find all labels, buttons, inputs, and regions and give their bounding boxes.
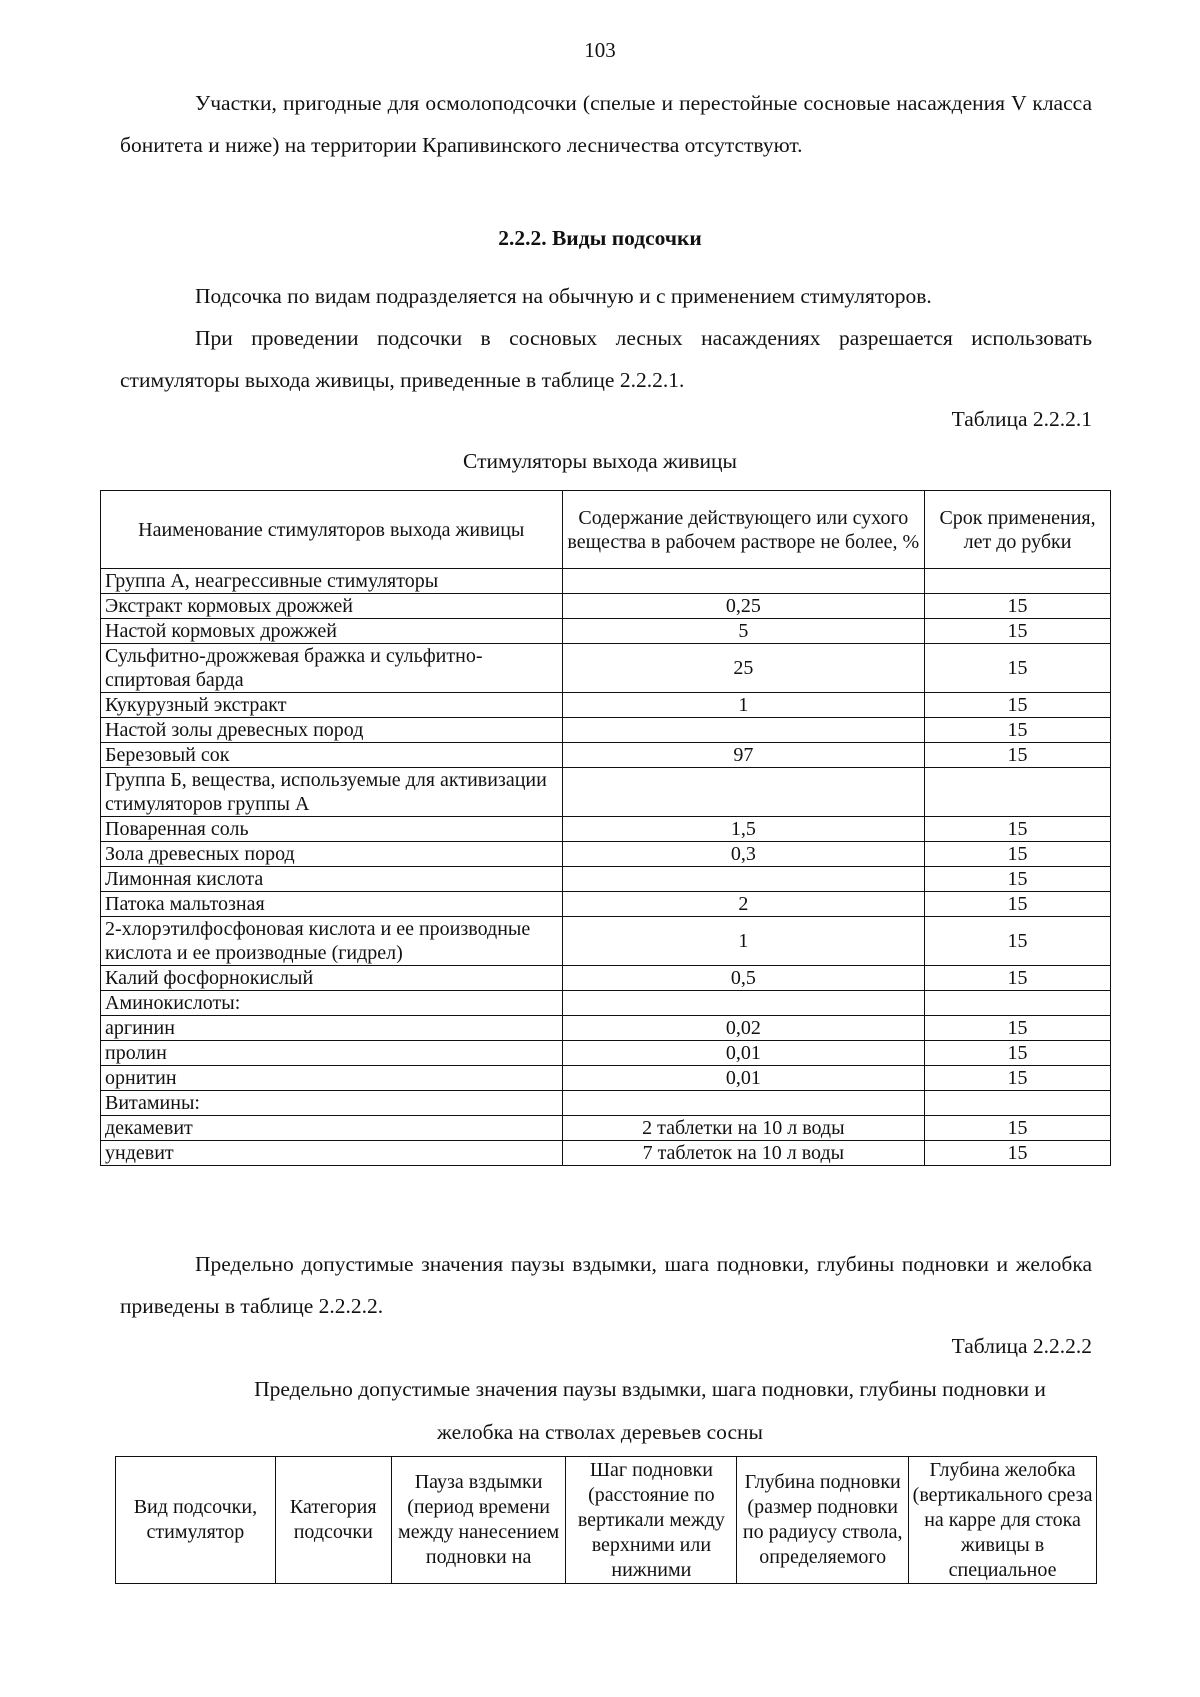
cell-term: 15	[925, 867, 1111, 892]
cell-term: 15	[925, 743, 1111, 768]
cell-content	[562, 991, 925, 1016]
cell-name: пролин	[101, 1041, 563, 1066]
cell-name: 2-хлорэтилфосфоновая кислота и ее производные кислота и ее производные (гидрел)	[101, 917, 563, 966]
cell-content	[562, 718, 925, 743]
cell-content: 97	[562, 743, 925, 768]
table2-title-line1: Предельно допустимые значения паузы вздымки, шага подновки, глубины подновки и	[254, 1377, 1046, 1401]
table-row	[101, 1016, 1111, 1041]
table-row	[101, 569, 1111, 594]
cell-term: 15	[925, 1141, 1111, 1166]
cell-term: 15	[925, 1041, 1111, 1066]
cell-content: 1,5	[562, 817, 925, 842]
cell-name: орнитин	[101, 1066, 563, 1091]
cell-term: 15	[925, 619, 1111, 644]
cell-term: 15	[925, 842, 1111, 867]
table-row	[101, 768, 1111, 817]
table-row	[101, 693, 1111, 718]
table-row	[101, 644, 1111, 693]
paragraph-stimulators: При проведении подсочки в сосновых лесных насаждениях разрешается использовать стимуляторы выхода живицы, приведенные в таблице 2.2.2.1.	[120, 326, 1092, 392]
cell-term: 15	[925, 917, 1111, 966]
table-row	[101, 1066, 1111, 1091]
cell-content	[562, 768, 925, 817]
cell-content: 0,5	[562, 966, 925, 991]
table-row	[101, 1141, 1111, 1166]
cell-term	[925, 991, 1111, 1016]
cell-name: Поваренная соль	[101, 817, 563, 842]
table-row	[101, 743, 1111, 768]
cell-content	[562, 569, 925, 594]
table2-label: Таблица 2.2.2.2	[951, 1334, 1092, 1358]
cell-term: 15	[925, 693, 1111, 718]
cell-content: 2	[562, 892, 925, 917]
table2-title-line2: желобка на стволах деревьев сосны	[437, 1420, 763, 1444]
cell-name: Витамины:	[101, 1091, 563, 1116]
limits-table	[115, 1456, 1097, 1584]
cell-content	[562, 867, 925, 892]
table-row	[101, 867, 1111, 892]
cell-content: 0,01	[562, 1041, 925, 1066]
cell-name: Сульфитно-дрожжевая бражка и сульфитно-спиртовая барда	[101, 644, 563, 693]
cell-term: 15	[925, 718, 1111, 743]
table-row	[101, 718, 1111, 743]
table-row	[101, 594, 1111, 619]
table-header-row	[101, 491, 1111, 569]
cell-term	[925, 569, 1111, 594]
column-header-type: Вид подсочки, стимулятор	[116, 1457, 276, 1584]
cell-term: 15	[925, 644, 1111, 693]
cell-content: 7 таблеток на 10 л воды	[562, 1141, 925, 1166]
table-row	[101, 991, 1111, 1016]
cell-term: 15	[925, 892, 1111, 917]
cell-content: 0,25	[562, 594, 925, 619]
table-row	[101, 917, 1111, 966]
cell-content: 5	[562, 619, 925, 644]
cell-content: 1	[562, 917, 925, 966]
cell-name: Калий фосфорнокислый	[101, 966, 563, 991]
table1-label: Таблица 2.2.2.1	[951, 407, 1092, 431]
table-header-row	[116, 1457, 1097, 1584]
table-row	[101, 892, 1111, 917]
cell-name: Березовый сок	[101, 743, 563, 768]
paragraph-plots: Участки, пригодные для осмолоподсочки (спелые и перестойные сосновые насаждения V класса бонитета и ниже) на территории Крапивинского лесничества отсутствуют.	[120, 91, 1092, 157]
cell-term: 15	[925, 594, 1111, 619]
column-header-pause: Пауза вздымки (период времени между нанесением подновки на	[391, 1457, 566, 1584]
table1-title: Стимуляторы выхода живицы	[463, 449, 737, 473]
paragraph-limits: Предельно допустимые значения паузы вздымки, шага подновки, глубины подновки и желобка приведены в таблице 2.2.2.2.	[120, 1252, 1092, 1318]
cell-content: 2 таблетки на 10 л воды	[562, 1116, 925, 1141]
cell-name: аргинин	[101, 1016, 563, 1041]
cell-term	[925, 768, 1111, 817]
table-row	[101, 842, 1111, 867]
cell-name: Настой золы древесных пород	[101, 718, 563, 743]
column-header-content: Содержание действующего или сухого вещества в рабочем растворе не более, %	[562, 491, 925, 569]
cell-content: 0,01	[562, 1066, 925, 1091]
cell-name: ундевит	[101, 1141, 563, 1166]
cell-content	[562, 1091, 925, 1116]
cell-name: Группа А, неагрессивные стимуляторы	[101, 569, 563, 594]
page-number: 103	[584, 38, 616, 62]
paragraph-types: Подсочка по видам подразделяется на обычную и с применением стимуляторов.	[195, 284, 932, 308]
column-header-category: Категория подсочки	[275, 1457, 391, 1584]
cell-term: 15	[925, 1016, 1111, 1041]
table-row	[101, 619, 1111, 644]
stimulators-table	[100, 490, 1111, 1166]
cell-name: Аминокислоты:	[101, 991, 563, 1016]
cell-term	[925, 1091, 1111, 1116]
cell-name: Группа Б, вещества, используемые для активизации стимуляторов группы А	[101, 768, 563, 817]
cell-name: декамевит	[101, 1116, 563, 1141]
column-header-term: Срок применения, лет до рубки	[925, 491, 1111, 569]
section-heading: 2.2.2. Виды подсочки	[498, 226, 702, 250]
table-row	[101, 1041, 1111, 1066]
cell-name: Патока мальтозная	[101, 892, 563, 917]
cell-content: 1	[562, 693, 925, 718]
cell-name: Экстракт кормовых дрожжей	[101, 594, 563, 619]
table-row	[101, 1091, 1111, 1116]
table-row	[101, 817, 1111, 842]
cell-term: 15	[925, 966, 1111, 991]
column-header-step: Шаг подновки (расстояние по вертикали между верхними или нижними	[566, 1457, 737, 1584]
cell-name: Настой кормовых дрожжей	[101, 619, 563, 644]
column-header-name: Наименование стимуляторов выхода живицы	[101, 491, 563, 569]
cell-name: Кукурузный экстракт	[101, 693, 563, 718]
cell-name: Зола древесных пород	[101, 842, 563, 867]
cell-name: Лимонная кислота	[101, 867, 563, 892]
table-row	[101, 966, 1111, 991]
cell-content: 0,3	[562, 842, 925, 867]
table-row	[101, 1116, 1111, 1141]
column-header-depth: Глубина подновки (размер подновки по радиусу ствола, определяемого	[737, 1457, 909, 1584]
cell-content: 25	[562, 644, 925, 693]
column-header-groove: Глубина желобка (вертикального среза на карре для стока живицы в специальное	[909, 1457, 1097, 1584]
cell-term: 15	[925, 817, 1111, 842]
cell-term: 15	[925, 1116, 1111, 1141]
cell-content: 0,02	[562, 1016, 925, 1041]
cell-term: 15	[925, 1066, 1111, 1091]
